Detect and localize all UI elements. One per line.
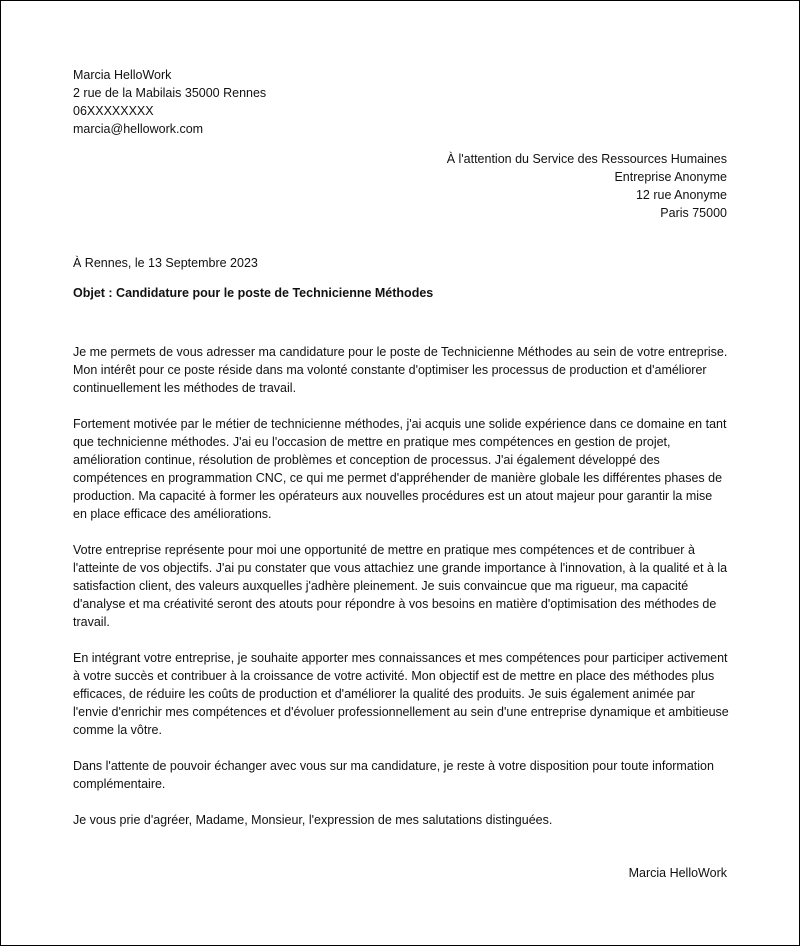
body-paragraph: Fortement motivée par le métier de technicienne méthodes, j'ai acquis une solide expérience dans ce domaine en tant que technicienne méthodes. J'ai eu l'occasion de mettre en pratique mes compétences en gestion de projet, amélioration continue, résolution de problèmes et conception de processus. J'ai également développé des compétences en programmation CNC, ce qui me permet d'appréhender de manière globale les différentes phases de production. Ma capacité à former les opérateurs aux nouvelles procédures est un atout majeur pour garantir la mise en place efficace des améliorations. bbox=[73, 417, 727, 521]
recipient-city: Paris 75000 bbox=[660, 206, 727, 220]
body-paragraph: Dans l'attente de pouvoir échanger avec vous sur ma candidature, je reste à votre disposition pour toute information complémentaire. bbox=[73, 759, 714, 791]
sender-phone: 06XXXXXXXX bbox=[73, 104, 154, 118]
letter-body bbox=[73, 343, 729, 829]
sender-name: Marcia HelloWork bbox=[73, 68, 172, 82]
body-paragraph: En intégrant votre entreprise, je souhaite apporter mes connaissances et mes compétences pour participer activement à votre succès et contribuer à la croissance de votre activité. Mon objectif est de mettre en place des méthodes plus efficaces, de réduire les coûts de production et d'améliorer la qualité des produits. Je suis également animée par l'envie d'enrichir mes compétences et d'évoluer professionnellement au sein d'une entreprise dynamique et ambitieuse comme la vôtre. bbox=[73, 651, 729, 737]
recipient-block bbox=[307, 150, 727, 222]
letter-date: À Rennes, le 13 Septembre 2023 bbox=[73, 256, 258, 270]
signature: Marcia HelloWork bbox=[628, 866, 727, 880]
recipient-company: Entreprise Anonyme bbox=[614, 170, 727, 184]
closing-paragraph: Je vous prie d'agréer, Madame, Monsieur, l'expression de mes salutations distinguées. bbox=[73, 813, 553, 827]
recipient-attention: À l'attention du Service des Ressources Humaines bbox=[446, 152, 727, 166]
sender-email: marcia@hellowork.com bbox=[73, 122, 204, 136]
body-paragraph: Votre entreprise représente pour moi une opportunité de mettre en pratique mes compétences et de contribuer à l'atteinte de vos objectifs. J'ai pu constater que vous attachiez une grande importance à l'innovation, à la qualité et à la satisfaction client, des valeurs auxquelles j'adhère pleinement. Je suis convaincue que ma rigueur, ma capacité d'analyse et ma créativité seront des atouts pour répondre à vos besoins en matière d'optimisation des méthodes de travail. bbox=[73, 543, 728, 629]
sender-block bbox=[73, 66, 473, 138]
sender-address: 2 rue de la Mabilais 35000 Rennes bbox=[73, 86, 267, 100]
recipient-street: 12 rue Anonyme bbox=[635, 188, 727, 202]
letter-subject: Objet : Candidature pour le poste de Technicienne Méthodes bbox=[73, 286, 434, 300]
body-paragraph: Je me permets de vous adresser ma candidature pour le poste de Technicienne Méthodes au sein de votre entreprise. Mon intérêt pour ce poste réside dans ma volonté constante d'optimiser les processus de production et d'améliorer continuellement les méthodes de travail. bbox=[73, 345, 728, 395]
